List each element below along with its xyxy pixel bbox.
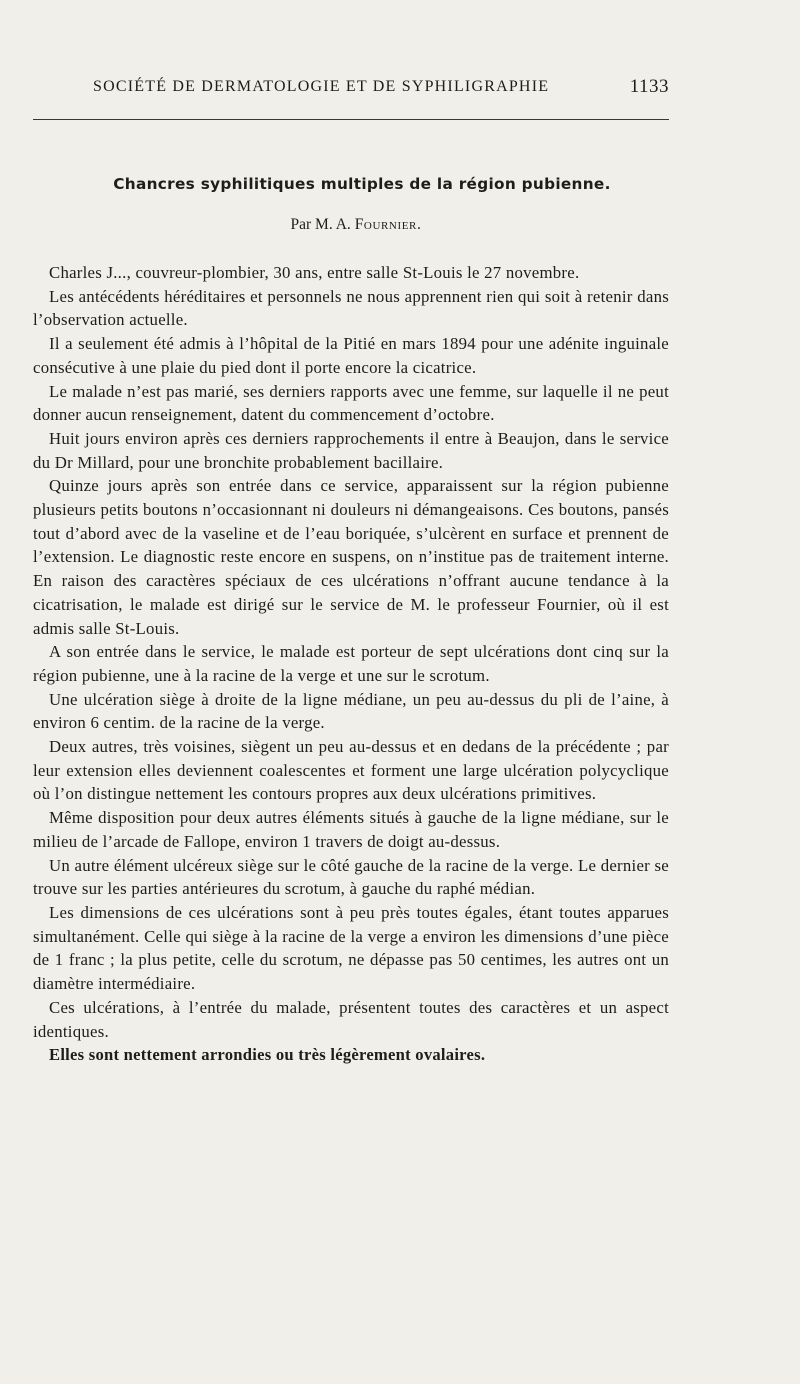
paragraph: Une ulcération siège à droite de la ligne médiane, un peu au-dessus du pli de l’aine, à environ 6 centim. de la racine de la verge. xyxy=(33,689,669,733)
byline-prefix: Par M. A. xyxy=(290,216,351,233)
running-title: SOCIÉTÉ DE DERMATOLOGIE ET DE SYPHILIGRAPHIE xyxy=(93,78,550,95)
paragraph: Le malade n’est pas marié, ses derniers rapports avec une femme, sur laquelle il ne peut donner aucun renseignement, datent du commencement d’octobre. xyxy=(33,381,669,425)
running-header xyxy=(93,76,669,104)
paragraph: Huit jours environ après ces derniers rapprochements il entre à Beaujon, dans le service du Dr Millard, pour une bronchite probablement bacillaire. xyxy=(33,428,669,472)
paragraph: Les dimensions de ces ulcérations sont à peu près toutes égales, étant toutes apparues simultanément. Celle qui siège à la racine de la verge a environ les dimensions d’une pièce de 1 franc ; la plus petite, celle du scrotum, ne dépasse pas 50 centimes, les autres ont un diamètre intermédiaire. xyxy=(33,902,669,994)
paragraph-bold: Elles sont nettement arrondies ou très légèrement ovalaires. xyxy=(49,1045,486,1065)
header-rule xyxy=(33,119,669,120)
paragraph: Il a seulement été admis à l’hôpital de la Pitié en mars 1894 pour une adénite inguinale consécutive à une plaie du pied dont il porte encore la cicatrice. xyxy=(33,334,669,377)
byline-author: Fournier. xyxy=(354,216,422,233)
article-body xyxy=(33,261,669,1067)
article-title: Chancres syphilitiques multiples de la région pubienne. xyxy=(113,175,611,193)
paragraph: A son entrée dans le service, le malade est porteur de sept ulcérations dont cinq sur la région pubienne, une à la racine de la verge et une sur le scrotum. xyxy=(33,642,669,685)
byline xyxy=(0,216,712,234)
paragraph: Les antécédents héréditaires et personnels ne nous apprennent rien qui soit à retenir dans l’observation actuelle. xyxy=(33,286,669,330)
page-number: 1133 xyxy=(629,76,669,97)
paragraph: Quinze jours après son entrée dans ce service, apparaissent sur la région pubienne plusieurs petits boutons n’occasionnant ni douleurs ni démangeaisons. Ces boutons, pansés tout d’abord avec de la vaseline et de l’eau boriquée, s’ulcèrent en surface et prennent de l’extension. Le diagnostic reste encore en suspens, on n’institue pas de traitement interne. En raison des caractères spéciaux de ces ulcérations n’offrant aucune tendance à la cicatrisation, le malade est dirigé sur le service de M. le professeur Fournier, où il est admis salle St-Louis. xyxy=(33,476,669,638)
paragraph: Deux autres, très voisines, siègent un peu au-dessus et en dedans de la précédente ; par leur extension elles deviennent coalescentes et forment une large ulcération polycyclique où l’on distingue nettement les contours propres aux deux ulcérations primitives. xyxy=(33,737,669,804)
paragraph: Un autre élément ulcéreux siège sur le côté gauche de la racine de la verge. Le dernier se trouve sur les parties antérieures du scrotum, à gauche du raphé médian. xyxy=(33,855,669,899)
paragraph: Même disposition pour deux autres éléments situés à gauche de la ligne médiane, sur le milieu de l’arcade de Fallope, environ 1 travers de doigt au-dessus. xyxy=(33,808,669,851)
paragraph: Charles J..., couvreur-plombier, 30 ans, entre salle St-Louis le 27 novembre. xyxy=(49,263,580,282)
paragraph: Ces ulcérations, à l’entrée du malade, présentent toutes des caractères et un aspect identiques. xyxy=(33,997,669,1041)
